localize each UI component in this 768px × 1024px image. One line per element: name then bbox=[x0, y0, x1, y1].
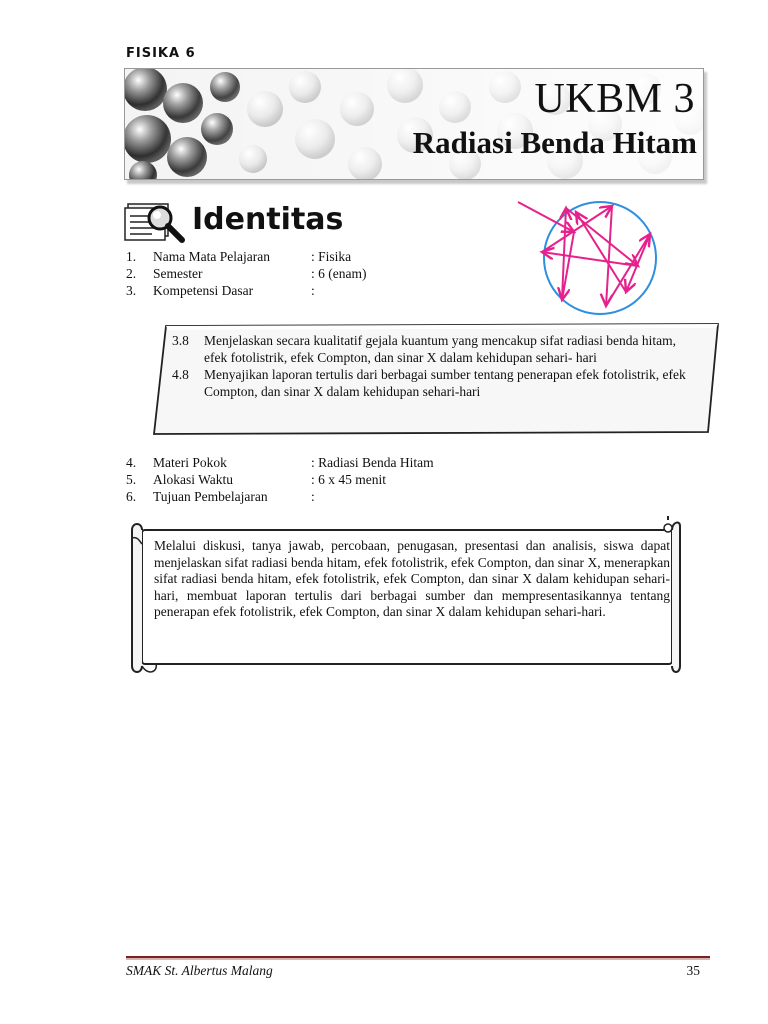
item-value: : Fisika bbox=[311, 249, 352, 264]
item-value: : 6 x 45 menit bbox=[311, 472, 386, 487]
learning-objective-text: Melalui diskusi, tanya jawab, percobaan, penugasan, presentasi dan analisis, siswa dapat menjelaskan sifat radiasi benda hitam, efek fotolistrik, efek Compton, dan sinar X, menerapkan sifat radiasi benda hitam, efek fotolistrik, efek Compton, dan sinar X dalam kehidupan sehari- hari, membuat laporan tertulis dari berbagai sumber dan mempresentasikannya tentang penerapan efek fotolistrik, efek Compton, dan sinar X dalam kehidupan sehari-hari. bbox=[154, 538, 670, 620]
magnifier-document-icon bbox=[124, 196, 190, 246]
kompetensi-description: Menyajikan laporan tertulis dari berbagai sumber tentang penerapan efek fotolistrik, efek Compton, dan sinar X dalam kehidupan sehari-hari bbox=[204, 367, 686, 399]
item-number: 3. bbox=[126, 283, 137, 298]
kompetensi-item bbox=[172, 332, 702, 366]
item-label: Kompetensi Dasar bbox=[153, 283, 254, 298]
item-number: 2. bbox=[126, 266, 137, 281]
list-item bbox=[126, 265, 366, 282]
footer-rule bbox=[126, 956, 710, 958]
item-value: : Radiasi Benda Hitam bbox=[311, 455, 434, 470]
list-item bbox=[126, 488, 434, 505]
list-item bbox=[126, 454, 434, 471]
item-number: 6. bbox=[126, 489, 137, 504]
list-item bbox=[126, 248, 366, 265]
item-label: Semester bbox=[153, 266, 203, 281]
identity-list-top bbox=[126, 248, 366, 299]
kompetensi-number: 4.8 bbox=[172, 367, 189, 382]
item-label: Materi Pokok bbox=[153, 455, 227, 470]
black-body-cavity-diagram bbox=[514, 196, 666, 318]
kompetensi-item bbox=[172, 366, 702, 400]
identity-list-bottom bbox=[126, 454, 434, 505]
item-number: 5. bbox=[126, 472, 137, 487]
kompetensi-number: 3.8 bbox=[172, 333, 189, 348]
item-label: Tujuan Pembelajaran bbox=[153, 489, 268, 504]
item-number: 4. bbox=[126, 455, 137, 470]
list-item bbox=[126, 282, 366, 299]
footer-school: SMAK St. Albertus Malang bbox=[126, 963, 273, 978]
page-number: 35 bbox=[686, 963, 700, 978]
item-number: 1. bbox=[126, 249, 137, 264]
subject-label: FISIKA 6 bbox=[126, 46, 196, 61]
item-value: : 6 (enam) bbox=[311, 266, 367, 281]
section-title: Identitas bbox=[192, 202, 344, 237]
item-label: Alokasi Waktu bbox=[153, 472, 234, 487]
item-value: : bbox=[311, 489, 315, 504]
kompetensi-dasar-text bbox=[172, 332, 702, 400]
item-label: Nama Mata Pelajaran bbox=[153, 249, 270, 264]
list-item bbox=[126, 471, 434, 488]
item-value: : bbox=[311, 283, 315, 298]
module-subtitle: Radiasi Benda Hitam bbox=[412, 125, 697, 160]
module-title: UKBM 3 bbox=[534, 76, 695, 122]
title-banner bbox=[124, 68, 704, 180]
kompetensi-description: Menjelaskan secara kualitatif gejala kuantum yang mencakup sifat radiasi benda hitam, efek fotolistrik, efek Compton, dan sinar X dalam kehidupan sehari- hari bbox=[204, 333, 676, 365]
